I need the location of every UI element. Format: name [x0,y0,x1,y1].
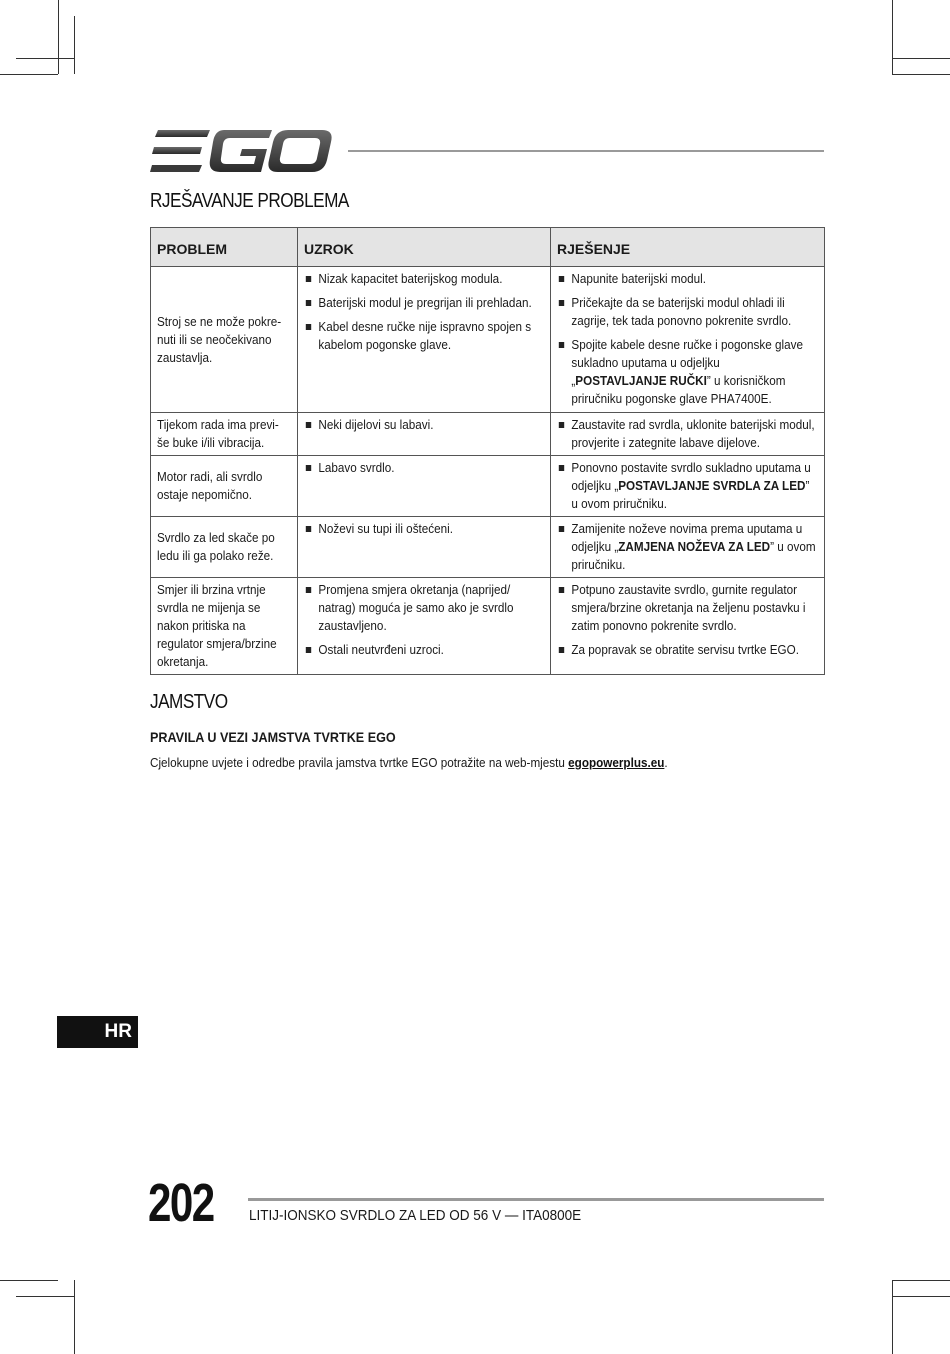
cause-cell [298,413,551,456]
cause-item: Noževi su tupi ili oštećeni. [304,520,544,538]
troubleshooting-table [150,227,825,675]
cause-item: Baterijski modul je pregrijan ili prehladan. [304,294,544,312]
cause-item: Labavo svrdlo. [304,459,544,477]
crop-mark [0,74,58,75]
troubleshooting-title: RJEŠAVANJE PROBLEMA [150,190,349,212]
solution-item: Ponovno postavite svrdlo sukladno uputama u odjeljku „POSTAVLJANJE SVRDLA ZA LED” u ovom priručniku. [557,459,818,513]
solution-cell [551,517,825,578]
crop-mark [16,58,74,59]
cause-cell [298,456,551,517]
problem-cell: Stroj se ne može pokre-nuti ili se neočekivano zaustavlja. [151,267,298,413]
solution-item: Zamijenite noževe novima prema uputama u odjeljku „ZAMJENA NOŽEVA ZA LED” u ovom priručniku. [557,520,818,574]
solution-item: Za popravak se obratite servisu tvrtke EGO. [557,641,818,659]
language-tab: HR [57,1016,138,1048]
table-header-row [151,228,825,267]
crop-mark [892,1296,950,1297]
problem-cell: Smjer ili brzina vrtnje svrdla ne mijenja se nakon pritiska na regulator smjera/brzine okretanja. [151,578,298,675]
footer-rule [248,1198,824,1201]
table-row [151,517,825,578]
column-header-solution: RJEŠENJE [551,228,825,267]
crop-mark [892,74,950,75]
solution-cell [551,267,825,413]
solution-item: Spojite kabele desne ručke i pogonske glave sukladno uputama u odjeljku „POSTAVLJANJE RUČKI” u korisničkom priručniku pogonske glave PHA7400E. [557,336,818,408]
cause-cell [298,267,551,413]
cause-item: Promjena smjera okretanja (naprijed/ natrag) moguća je samo ako je svrdlo zaustavljeno. [304,581,544,635]
problem-cell: Svrdlo za led skače po ledu ili ga polako reže. [151,517,298,578]
cause-cell [298,517,551,578]
solution-cell [551,413,825,456]
crop-mark [892,0,893,74]
cause-item: Nizak kapacitet baterijskog modula. [304,270,544,288]
solution-cell [551,578,825,675]
crop-mark [0,1280,58,1281]
crop-mark [74,1280,75,1354]
solution-item: Napunite baterijski modul. [557,270,818,288]
table-row [151,267,825,413]
crop-mark [892,58,950,59]
warranty-subtitle: PRAVILA U VEZI JAMSTVA TVRTKE EGO [150,729,396,745]
crop-mark [16,1296,74,1297]
warranty-title: JAMSTVO [150,691,228,713]
problem-cell: Tijekom rada ima previ-še buke i/ili vibracija. [151,413,298,456]
warranty-link[interactable]: egopowerplus.eu [568,755,665,770]
column-header-problem: PROBLEM [151,228,298,267]
cause-item: Neki dijelovi su labavi. [304,416,544,434]
header-rule [348,150,824,152]
solution-item: Pričekajte da se baterijski modul ohladi ili zagrije, tek tada ponovno pokrenite svrdlo. [557,294,818,330]
footer-text: LITIJ-IONSKO SVRDLO ZA LED OD 56 V — ITA0800E [249,1207,582,1224]
warranty-text: Cjelokupne uvjete i odredbe pravila jamstva tvrtke EGO potražite na web-mjestu egopowerplus.eu. [150,755,668,770]
page-number: 202 [148,1173,214,1233]
solution-item: Potpuno zaustavite svrdlo, gurnite regulator smjera/brzine okretanja na željenu postavku i zatim ponovno pokrenite svrdlo. [557,581,818,635]
table-row [151,456,825,517]
ego-logo [150,130,332,172]
table-row [151,413,825,456]
cause-item: Kabel desne ručke nije ispravno spojen s kabelom pogonske glave. [304,318,544,354]
solution-item: Zaustavite rad svrdla, uklonite baterijski modul, provjerite i zategnite labave dijelove. [557,416,818,452]
cause-cell [298,578,551,675]
solution-cell [551,456,825,517]
cause-item: Ostali neutvrđeni uzroci. [304,641,544,659]
crop-mark [74,16,75,74]
table-row [151,578,825,675]
column-header-cause: UZROK [298,228,551,267]
problem-cell: Motor radi, ali svrdlo ostaje nepomično. [151,456,298,517]
crop-mark [892,1280,950,1281]
crop-mark [892,1280,893,1354]
crop-mark [58,0,59,74]
